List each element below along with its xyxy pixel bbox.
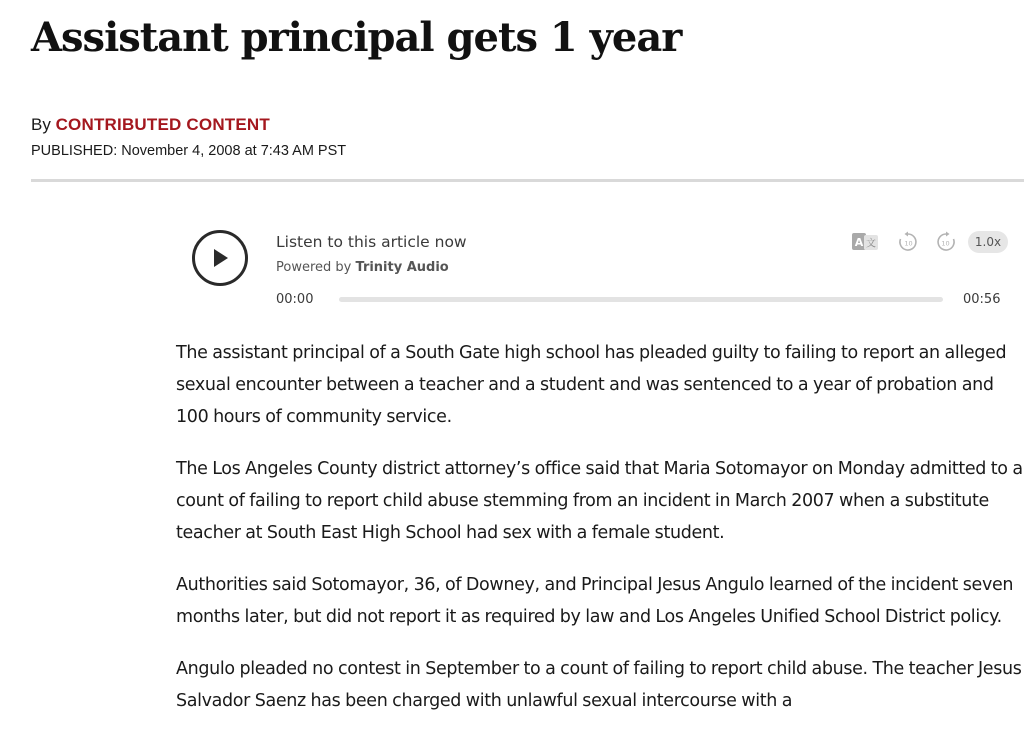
forward-button[interactable] [934, 231, 958, 253]
translate-icon [851, 231, 879, 253]
rewind-10-icon [896, 231, 920, 253]
article-paragraph: Authorities said Sotomayor, 36, of Downey, and Principal Jesus Angulo learned of the incident seven months later, but did not report it as required by law and Los Angeles Unified School District policy. [176, 575, 1014, 627]
forward-10-icon [934, 231, 958, 253]
translate-button[interactable] [851, 231, 879, 253]
player-powered-by [276, 259, 449, 277]
progress-bar[interactable] [339, 297, 943, 302]
article-body [176, 337, 1024, 737]
byline [31, 114, 270, 136]
rewind-seconds: 10 [904, 239, 913, 248]
player-title: Listen to this article now [276, 233, 467, 251]
svg-text:A: A [854, 236, 864, 249]
article-paragraph: Angulo pleaded no contest in September to a count of failing to report child abuse. The teacher Jesus Salvador Saenz has been charged with unlawful sexual intercourse with a [176, 659, 1022, 711]
byline-prefix: By [31, 115, 51, 134]
article-headline: Assistant principal gets 1 year [31, 14, 682, 61]
play-icon [210, 247, 230, 269]
play-button[interactable] [192, 230, 248, 286]
article-paragraph: The assistant principal of a South Gate high school has pleaded guilty to failing to report an alleged sexual encounter between a teacher and a student and was sentenced to a year of probation and 100 hours of community service. [176, 343, 1007, 427]
forward-seconds: 10 [941, 239, 950, 248]
header-divider [31, 179, 1024, 182]
playback-speed-button[interactable]: 1.0x [968, 231, 1008, 253]
powered-brand[interactable]: Trinity Audio [355, 260, 449, 275]
current-time: 00:00 [276, 292, 314, 307]
author-link[interactable]: CONTRIBUTED CONTENT [55, 115, 270, 134]
rewind-button[interactable] [896, 231, 920, 253]
svg-text:文: 文 [866, 238, 876, 250]
powered-prefix: Powered by [276, 260, 352, 275]
published-date: PUBLISHED: November 4, 2008 at 7:43 AM PST [31, 143, 347, 159]
article-paragraph: The Los Angeles County district attorney’s office said that Maria Sotomayor on Monday admitted to a count of failing to report child abuse stemming from an incident in March 2007 when a substitute teacher at South East High School had sex with a female student. [176, 459, 1023, 543]
total-time: 00:56 [963, 292, 1001, 307]
